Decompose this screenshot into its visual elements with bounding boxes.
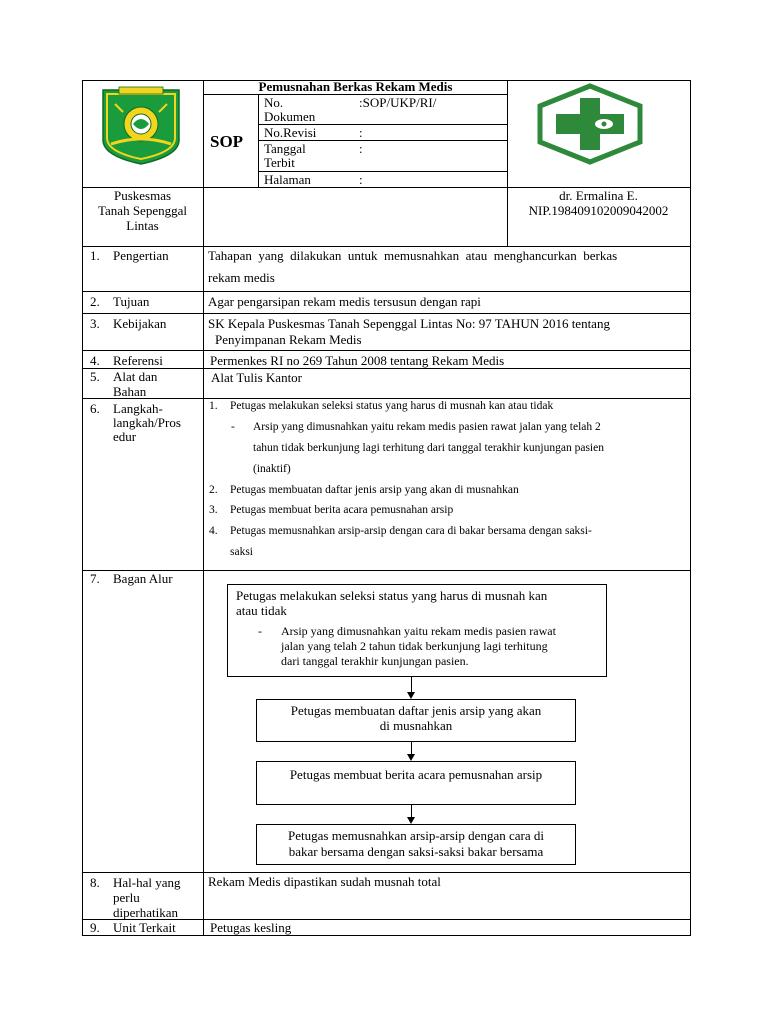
issue-date-value: : [359,141,363,156]
issue-date-label-line1: Tanggal [264,141,306,156]
section-number: 9. [90,920,100,935]
step4-number: 4. [209,525,218,537]
step1-sub-line1: Arsip yang dimusnahkan yaitu rekam medis pasien rawat jalan yang telah 2 [253,421,601,433]
flow-arrow-head [407,754,415,761]
section-number: 2. [90,294,100,309]
step2-text: Petugas membuatan daftar jenis arsip yang akan di musnahkan [230,484,519,496]
tujuan-text: Agar pengarsipan rekam medis tersusun dengan rapi [208,294,481,309]
section-label-hal-line1: Hal-hal yang [113,875,181,890]
step1-sub-dash: - [231,421,235,433]
section-label-bagan: Bagan Alur [113,571,173,586]
flow-box2-line1: Petugas membuatan daftar jenis arsip yang akan [290,703,542,718]
step1-number: 1. [209,400,218,412]
org-name-line1: Puskesmas [113,188,172,203]
section-number: 1. [90,248,100,263]
flow-box1-dash: - [258,624,262,638]
unit-text: Petugas kesling [210,920,292,935]
section-label-alat-line1: Alat dan [113,369,158,384]
section-label-unit: Unit Terkait [113,920,176,935]
puskesmas-seal-logo [534,82,646,166]
step1-sub-line3: (inaktif) [253,463,291,475]
page-label: Halaman [264,172,311,187]
flow-box1-line1: Petugas melakukan seleksi status yang harus di musnah kan [236,588,548,603]
flow-box2-line2: di musnahkan [379,718,453,733]
step1-sub-line2: tahun tidak berkunjung lagi terhitung dari tanggal terakhir kunjungan pasien [253,442,604,454]
flow-arrow-head [407,817,415,824]
pengertian-line1: Tahapan yang dilakukan untuk memusnahkan atau menghancurkan berkas [208,248,618,263]
section-number: 4. [90,353,100,368]
flow-box4-line1: Petugas memusnahkan arsip-arsip dengan cara di [288,828,544,843]
step3-number: 3. [209,504,218,516]
revision-value: : [359,125,363,140]
issue-date-label-line2: Terbit [264,155,295,170]
flow-box1-line2: atau tidak [236,603,287,618]
referensi-text: Permenkes RI no 269 Tahun 2008 tentang Rekam Medis [210,353,505,368]
section-number: 3. [90,316,100,331]
flow-arrow [411,804,412,818]
document-title: Pemusnahan Berkas Rekam Medis [258,79,453,94]
flow-arrow [411,676,412,693]
section-number: 7. [90,571,100,586]
signer-name: dr. Ermalina E. [559,188,638,203]
section-number: 5. [90,369,100,384]
flow-box1-sub2: jalan yang telah 2 tahun tidak berkunjung lagi terhitung [281,639,548,653]
doc-number-label-line2: Dokumen [264,109,316,124]
kebijakan-line2: Penyimpanan Rekam Medis [215,332,362,347]
alat-text: Alat Tulis Kantor [211,370,303,385]
section-label-langkah-line3: edur [113,429,137,444]
kebijakan-line1: SK Kepala Puskesmas Tanah Sepenggal Lintas No: 97 TAHUN 2016 tentang [208,316,610,331]
signer-nip: NIP.198409102009042002 [528,203,669,218]
flow-box1-sub3: dari tanggal terakhir kunjungan pasien. [281,654,469,668]
pengertian-line2: rekam medis [208,270,275,285]
org-name-line3: Lintas [126,218,159,233]
section-label-referensi: Referensi [113,353,163,368]
regency-emblem-logo [97,84,185,166]
section-label-hal-line2: perlu [113,890,140,905]
step3-text: Petugas membuat berita acara pemusnahan arsip [230,504,454,516]
step4-line1: Petugas memusnahkan arsip-arsip dengan cara di bakar bersama dengan saksi- [230,525,592,537]
doc-number-label-line1: No. [264,95,284,110]
flow-box4-line2: bakar bersama dengan saksi-saksi bakar bersama [288,844,544,859]
section-number: 6. [90,401,100,416]
section-label-hal-line3: diperhatikan [113,905,178,920]
flow-box3-text: Petugas membuat berita acara pemusnahan arsip [289,767,543,782]
section-label-langkah-line2: langkah/Pros [113,415,181,430]
section-number: 8. [90,875,100,890]
flow-box1-sub1: Arsip yang dimusnahkan yaitu rekam medis pasien rawat [281,624,556,638]
step1-text: Petugas melakukan seleksi status yang harus di musnah kan atau tidak [230,400,554,412]
hal-text: Rekam Medis dipastikan sudah musnah total [208,874,441,889]
flow-arrow-head [407,692,415,699]
page-value: : [359,172,363,187]
section-label-langkah-line1: Langkah- [113,401,163,416]
revision-label: No.Revisi [264,125,317,140]
section-label-tujuan: Tujuan [113,294,150,309]
sop-label: SOP [210,132,244,151]
org-name-line2: Tanah Sepenggal [98,203,187,218]
step4-line2: saksi [230,546,253,558]
section-label-kebijakan: Kebijakan [113,316,167,331]
flow-arrow [411,741,412,755]
section-label-pengertian: Pengertian [113,248,169,263]
doc-number-value: :SOP/UKP/RI/ [359,95,437,110]
section-label-alat-line2: Bahan [113,384,147,399]
step2-number: 2. [209,484,218,496]
